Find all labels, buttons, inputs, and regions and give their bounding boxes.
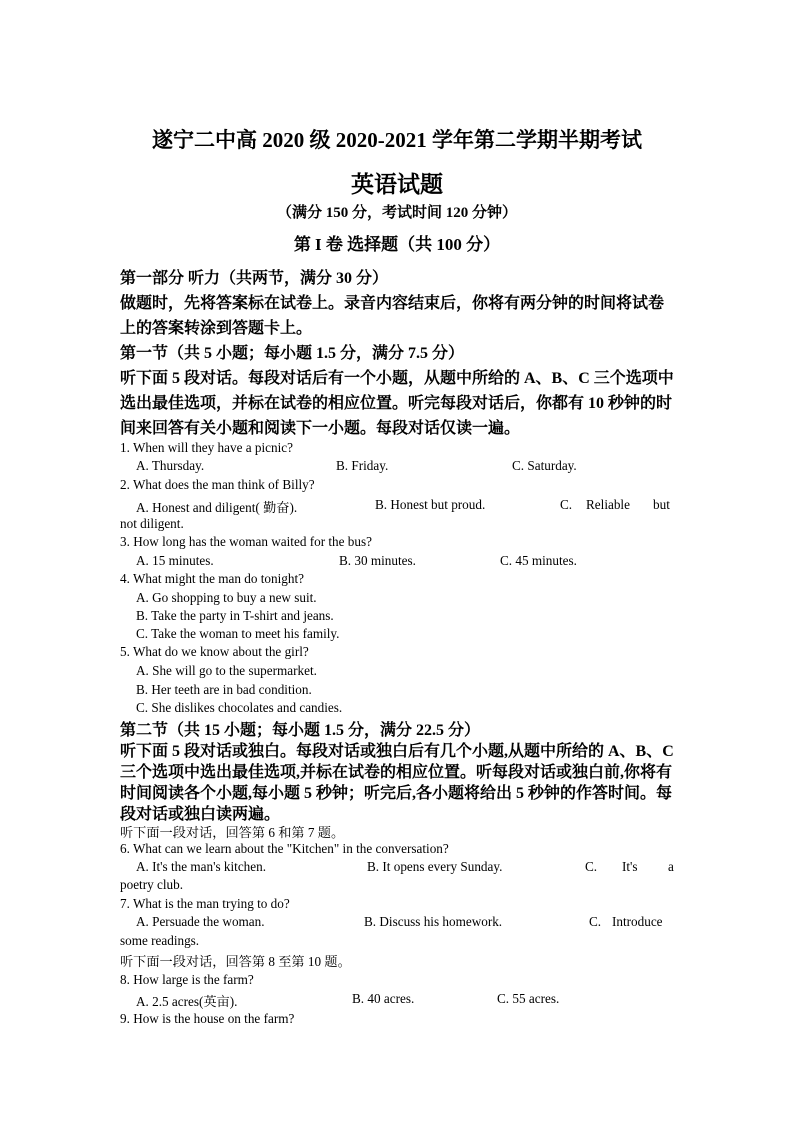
question-3: 3. How long has the woman waited for the bus? xyxy=(120,534,372,549)
option-c-label: C. xyxy=(560,497,573,512)
section2-instruction-line: 时间阅读各个小题,每小题 5 秒钟；听完后,各小题将给出 5 秒钟的作答时间。每 xyxy=(120,785,673,802)
dialogue-group-instruction: 听下面一段对话，回答第 8 至第 10 题。 xyxy=(120,954,351,969)
option-c-word: a xyxy=(668,859,674,874)
question-8: 8. How large is the farm? xyxy=(120,972,254,987)
option-c: C. 55 acres. xyxy=(497,991,560,1006)
option-a: A. Honest and diligent( 勤奋). xyxy=(136,500,298,515)
volume-title: 第 I 卷 选择题（共 100 分） xyxy=(293,235,501,254)
option-c-continuation: not diligent. xyxy=(120,516,184,531)
dialogue-group-instruction: 听下面一段对话，回答第 6 和第 7 题。 xyxy=(120,825,345,840)
option-c: C. Saturday. xyxy=(512,458,577,473)
option-b: B. Discuss his homework. xyxy=(364,914,503,929)
section1-heading: 第一节（共 5 小题；每小题 1.5 分，满分 7.5 分） xyxy=(120,345,465,362)
question-6: 6. What can we learn about the "Kitchen" in the conversation? xyxy=(120,841,449,856)
section2-instruction-line: 听下面 5 段对话或独白。每段对话或独白后有几个小题,从题中所给的 A、B、C xyxy=(120,743,674,760)
subject-title: 英语试题 xyxy=(351,172,443,197)
option-a: A. Go shopping to buy a new suit. xyxy=(136,590,317,605)
question-7: 7. What is the man trying to do? xyxy=(120,896,290,911)
option-b: B. It opens every Sunday. xyxy=(367,859,503,874)
section1-instruction-line: 选出最佳选项，并标在试卷的相应位置。听完每段对话后，你都有 10 秒钟的时 xyxy=(120,395,673,412)
option-c-label: C. xyxy=(585,859,598,874)
option-b: B. Honest but proud. xyxy=(375,497,486,512)
option-c-word: but xyxy=(653,497,670,512)
section2-instruction-line: 段对话或独白读两遍。 xyxy=(120,806,281,823)
option-a: A. 15 minutes. xyxy=(136,553,214,568)
question-9: 9. How is the house on the farm? xyxy=(120,1011,295,1026)
score-time-note: （满分 150 分，考试时间 120 分钟） xyxy=(276,205,517,221)
option-b: B. 30 minutes. xyxy=(339,553,416,568)
option-b: B. 40 acres. xyxy=(352,991,415,1006)
part1-instruction-line: 做题时，先将答案标在试卷上。录音内容结束后，你将有两分钟的时间将试卷 xyxy=(120,295,665,312)
option-c-word: It's xyxy=(622,859,638,874)
option-a: A. She will go to the supermarket. xyxy=(136,663,317,678)
question-2: 2. What does the man think of Billy? xyxy=(120,477,315,492)
option-c-continuation: poetry club. xyxy=(120,877,183,892)
option-b: B. Take the party in T-shirt and jeans. xyxy=(136,608,334,623)
exam-title: 遂宁二中高 2020 级 2020-2021 学年第二学期半期考试 xyxy=(152,128,642,152)
question-5: 5. What do we know about the girl? xyxy=(120,644,309,659)
option-b: B. Friday. xyxy=(336,458,389,473)
section2-instruction-line: 三个选项中选出最佳选项,并标在试卷的相应位置。听每段对话或独白前,你将有 xyxy=(120,764,673,781)
option-b: B. Her teeth are in bad condition. xyxy=(136,682,312,697)
question-4: 4. What might the man do tonight? xyxy=(120,571,304,586)
section1-instruction-line: 间来回答有关小题和阅读下一小题。每段对话仅读一遍。 xyxy=(120,420,521,437)
section2-heading: 第二节（共 15 小题；每小题 1.5 分，满分 22.5 分） xyxy=(120,722,481,739)
part1-instruction-line: 上的答案转涂到答题卡上。 xyxy=(120,320,313,337)
option-c: C. She dislikes chocolates and candies. xyxy=(136,700,343,715)
section1-instruction-line: 听下面 5 段对话。每段对话后有一个小题，从题中所给的 A、B、C 三个选项中 xyxy=(120,370,674,387)
option-a: A. 2.5 acres(英亩). xyxy=(136,994,238,1009)
question-1: 1. When will they have a picnic? xyxy=(120,440,293,455)
option-a: A. It's the man's kitchen. xyxy=(136,859,267,874)
option-c-label: C. xyxy=(589,914,602,929)
part1-heading: 第一部分 听力（共两节，满分 30 分） xyxy=(120,270,389,287)
option-c-word: Introduce xyxy=(612,914,663,929)
option-a: A. Persuade the woman. xyxy=(136,914,265,929)
option-c: C. Take the woman to meet his family. xyxy=(136,626,340,641)
option-c-continuation: some readings. xyxy=(120,933,200,948)
option-a: A. Thursday. xyxy=(136,458,205,473)
option-c: C. 45 minutes. xyxy=(500,553,577,568)
option-c-word: Reliable xyxy=(586,497,630,512)
